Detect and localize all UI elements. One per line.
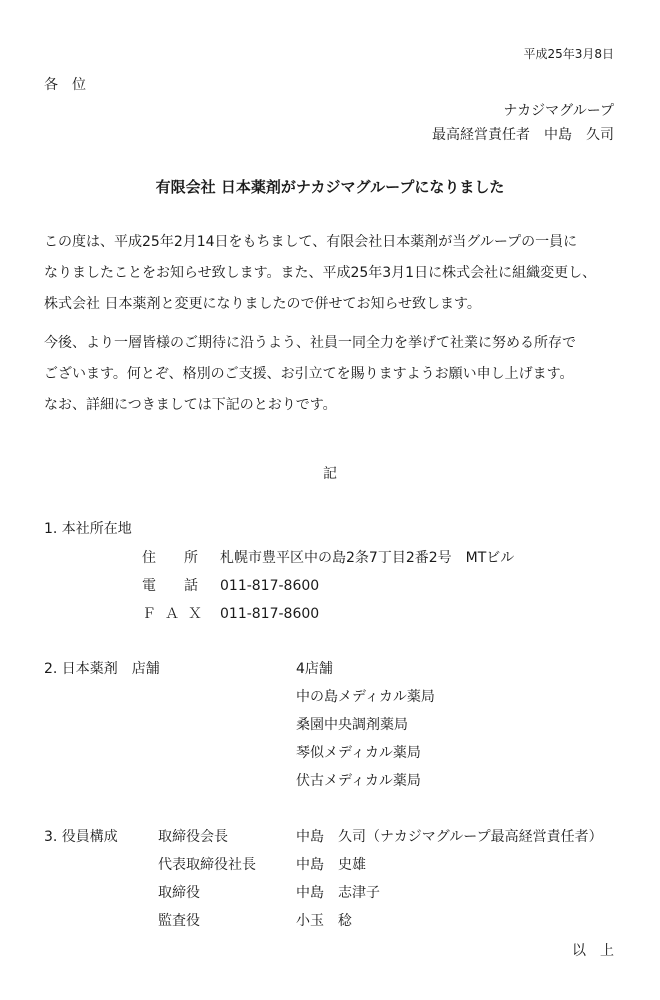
fax-value: 011-817-8600 <box>220 606 320 622</box>
section3-heading: 3. 役員構成 <box>44 829 118 845</box>
body-line: 株式会社 日本薬剤と変更になりましたので併せてお知らせ致します。 <box>44 296 481 312</box>
phone-label: 電 話 <box>142 578 198 594</box>
store-count: 4店舗 <box>296 661 333 677</box>
officer-role: 取締役会長 <box>158 829 228 845</box>
addressee: 各 位 <box>44 77 86 93</box>
sender-signer: 最高経営責任者 中島 久司 <box>432 127 614 143</box>
body-line: なお、詳細につきましては下記のとおりです。 <box>44 397 337 413</box>
store-name: 桑園中央調剤薬局 <box>296 717 408 733</box>
store-name: 伏古メディカル薬局 <box>296 773 421 789</box>
section2-heading: 2. 日本薬剤 店舗 <box>44 661 160 677</box>
address-value: 札幌市豊平区中の島2条7丁目2番2号 MTビル <box>220 550 515 566</box>
document-title: 有限会社 日本薬剤がナカジマグループになりました <box>155 178 505 196</box>
body-line: なりましたことをお知らせ致します。また、平成25年3月1日に株式会社に組織変更し、 <box>44 265 597 281</box>
officer-name: 中島 史雄 <box>296 857 366 873</box>
section1-heading: 1. 本社所在地 <box>44 521 132 537</box>
sender-organization: ナカジマグループ <box>503 103 614 119</box>
officer-name: 中島 志津子 <box>296 885 380 901</box>
officer-role: 取締役 <box>158 885 200 901</box>
officer-role: 代表取締役社長 <box>158 857 256 873</box>
closing-ijo: 以 上 <box>572 943 614 959</box>
body-line: 今後、より一層皆様のご期待に沿うよう、社員一同全力を挙げて社業に努める所存で <box>44 335 576 351</box>
body-line: ございます。何とぞ、格別のご支援、お引立てを賜りますようお願い申し上げます。 <box>44 366 574 382</box>
store-name: 琴似メディカル薬局 <box>296 745 421 761</box>
officer-name: 小玉 稔 <box>296 913 352 929</box>
fax-label: ＦＡＸ <box>142 606 211 622</box>
address-label: 住 所 <box>142 550 198 566</box>
ki-marker: 記 <box>323 466 337 482</box>
phone-value: 011-817-8600 <box>220 578 320 594</box>
document-date: 平成25年3月8日 <box>523 47 614 61</box>
officer-role: 監査役 <box>158 913 200 929</box>
body-line: この度は、平成25年2月14日をもちまして、有限会社日本薬剤が当グループの一員に <box>44 234 578 250</box>
store-name: 中の島メディカル薬局 <box>296 689 435 705</box>
officer-name: 中島 久司（ナカジマグループ最高経営責任者） <box>296 829 603 845</box>
